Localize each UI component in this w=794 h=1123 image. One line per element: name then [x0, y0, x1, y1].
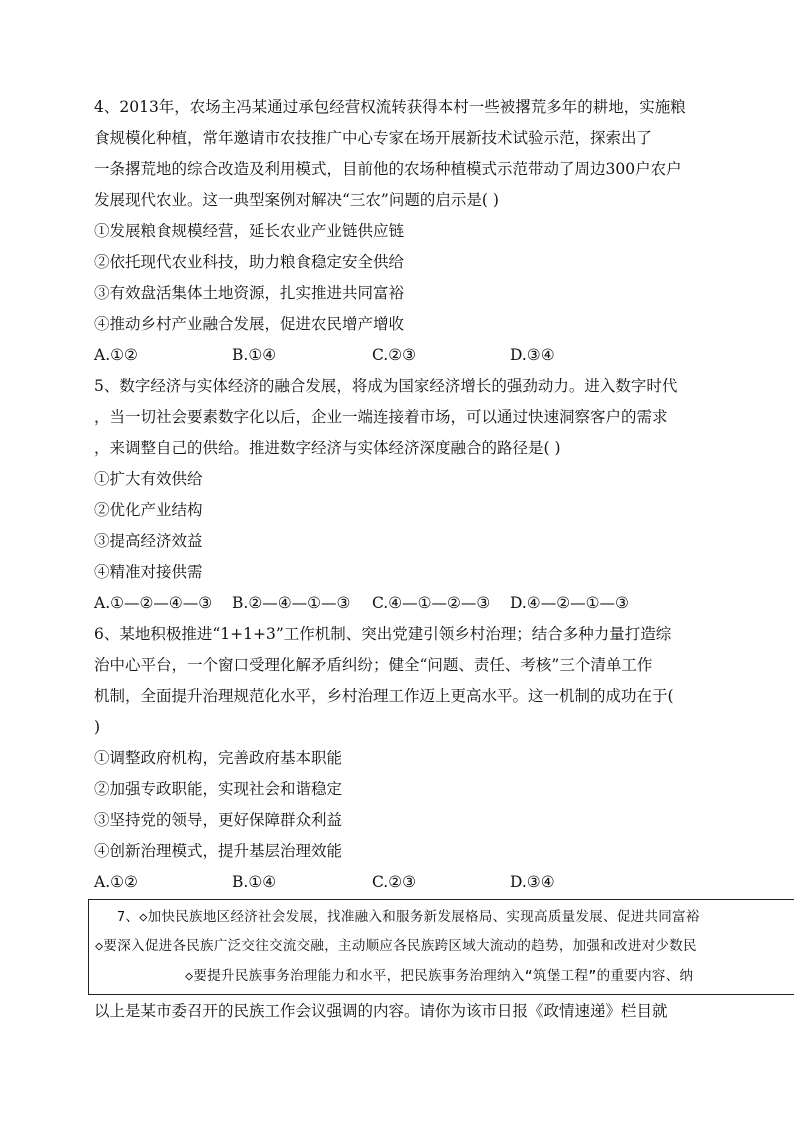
q6-item-2: ②加强专政职能，实现社会和谐稳定 [94, 780, 343, 798]
q6-item-1: ①调整政府机构，完善政府基本职能 [94, 749, 343, 767]
q6-stem-line-2: 治中心平台，一个窗口受理化解矛盾纠纷；健全“问题、责任、考核”三个清单工作 [94, 656, 653, 674]
q4-option-d[interactable]: D.③④ [510, 346, 555, 364]
q6-stem-line-1: 6、某地积极推进“1+1+3”工作机制、突出党建引领乡村治理；结合多种力量打造综 [94, 625, 672, 643]
q6-stem-line-4: ) [94, 718, 101, 736]
q5-option-d[interactable]: D.④—②—①—③ [510, 594, 629, 612]
q4-option-b[interactable]: B.①④ [232, 346, 277, 364]
q6-option-b[interactable]: B.①④ [232, 873, 277, 891]
q4-stem-line-2: 食规模化种植，常年邀请市农技推广中心专家在场开展新技术试验示范，探索出了 [94, 129, 653, 147]
q4-option-a[interactable]: A.①② [94, 346, 138, 364]
q6-options [94, 872, 704, 892]
q5-item-1: ①扩大有效供给 [94, 470, 203, 488]
q7-stem-after-box: 以上是某市委召开的民族工作会议强调的内容。请你为该市日报《政情速递》栏目就 [94, 1002, 668, 1020]
q5-stem-line-1: 5、数字经济与实体经济的融合发展，将成为国家经济增长的强劲动力。进入数字时代 [94, 377, 678, 395]
q4-stem-line-4: 发展现代农业。这一典型案例对解决“三农”问题的启示是( ) [94, 191, 499, 209]
q7-box-line-3: ◇要提升民族事务治理能力和水平，把民族事务治理纳入“筑堡工程”的重要内容、纳 [185, 968, 694, 984]
q6-item-4: ④创新治理模式，提升基层治理效能 [94, 842, 343, 860]
q7-box-line-2: ◇要深入促进各民族广泛交往交流交融，主动顺应各民族跨区域大流动的趋势，加强和改进对少数民 [95, 938, 697, 954]
q5-option-c[interactable]: C.④—①—②—③ [372, 594, 491, 612]
q5-option-a[interactable]: A.①—②—④—③ [94, 594, 213, 612]
q4-stem-line-1: 4、2013年，农场主冯某通过承包经营权流转获得本村一些被撂荒多年的耕地，实施粮 [94, 98, 686, 116]
q4-stem-line-3: 一条撂荒地的综合改造及利用模式，目前他的农场种植模式示范带动了周边300户农户 [94, 160, 682, 178]
q4-item-3: ③有效盘活集体土地资源，扎实推进共同富裕 [94, 284, 405, 302]
q6-option-c[interactable]: C.②③ [372, 873, 417, 891]
q5-item-4: ④精准对接供需 [94, 563, 203, 581]
q5-options [94, 593, 704, 613]
q7-material-box [88, 899, 794, 995]
q4-option-c[interactable]: C.②③ [372, 346, 417, 364]
q5-item-2: ②优化产业结构 [94, 501, 203, 519]
q7-box-line-1: 7、◇加快民族地区经济社会发展，找准融入和服务新发展格局、实现高质量发展、促进共同富裕 [117, 909, 700, 925]
q4-item-1: ①发展粮食规模经营，延长农业产业链供应链 [94, 222, 405, 240]
q6-option-d[interactable]: D.③④ [510, 873, 555, 891]
q6-stem-line-3: 机制，全面提升治理规范化水平，乡村治理工作迈上更高水平。这一机制的成功在于( [94, 687, 674, 705]
q4-item-2: ②依托现代农业科技，助力粮食稳定安全供给 [94, 253, 405, 271]
q5-option-b[interactable]: B.②—④—①—③ [232, 594, 351, 612]
q6-option-a[interactable]: A.①② [94, 873, 138, 891]
q5-stem-line-3: ，来调整自己的供给。推进数字经济与实体经济深度融合的路径是( ) [94, 439, 561, 457]
q6-item-3: ③坚持党的领导，更好保障群众利益 [94, 811, 343, 829]
q4-item-4: ④推动乡村产业融合发展，促进农民增产增收 [94, 315, 405, 333]
q5-stem-line-2: ，当一切社会要素数字化以后，企业一端连接着市场，可以通过快速洞察客户的需求 [94, 408, 668, 426]
q4-options [94, 345, 704, 365]
q5-item-3: ③提高经济效益 [94, 532, 203, 550]
